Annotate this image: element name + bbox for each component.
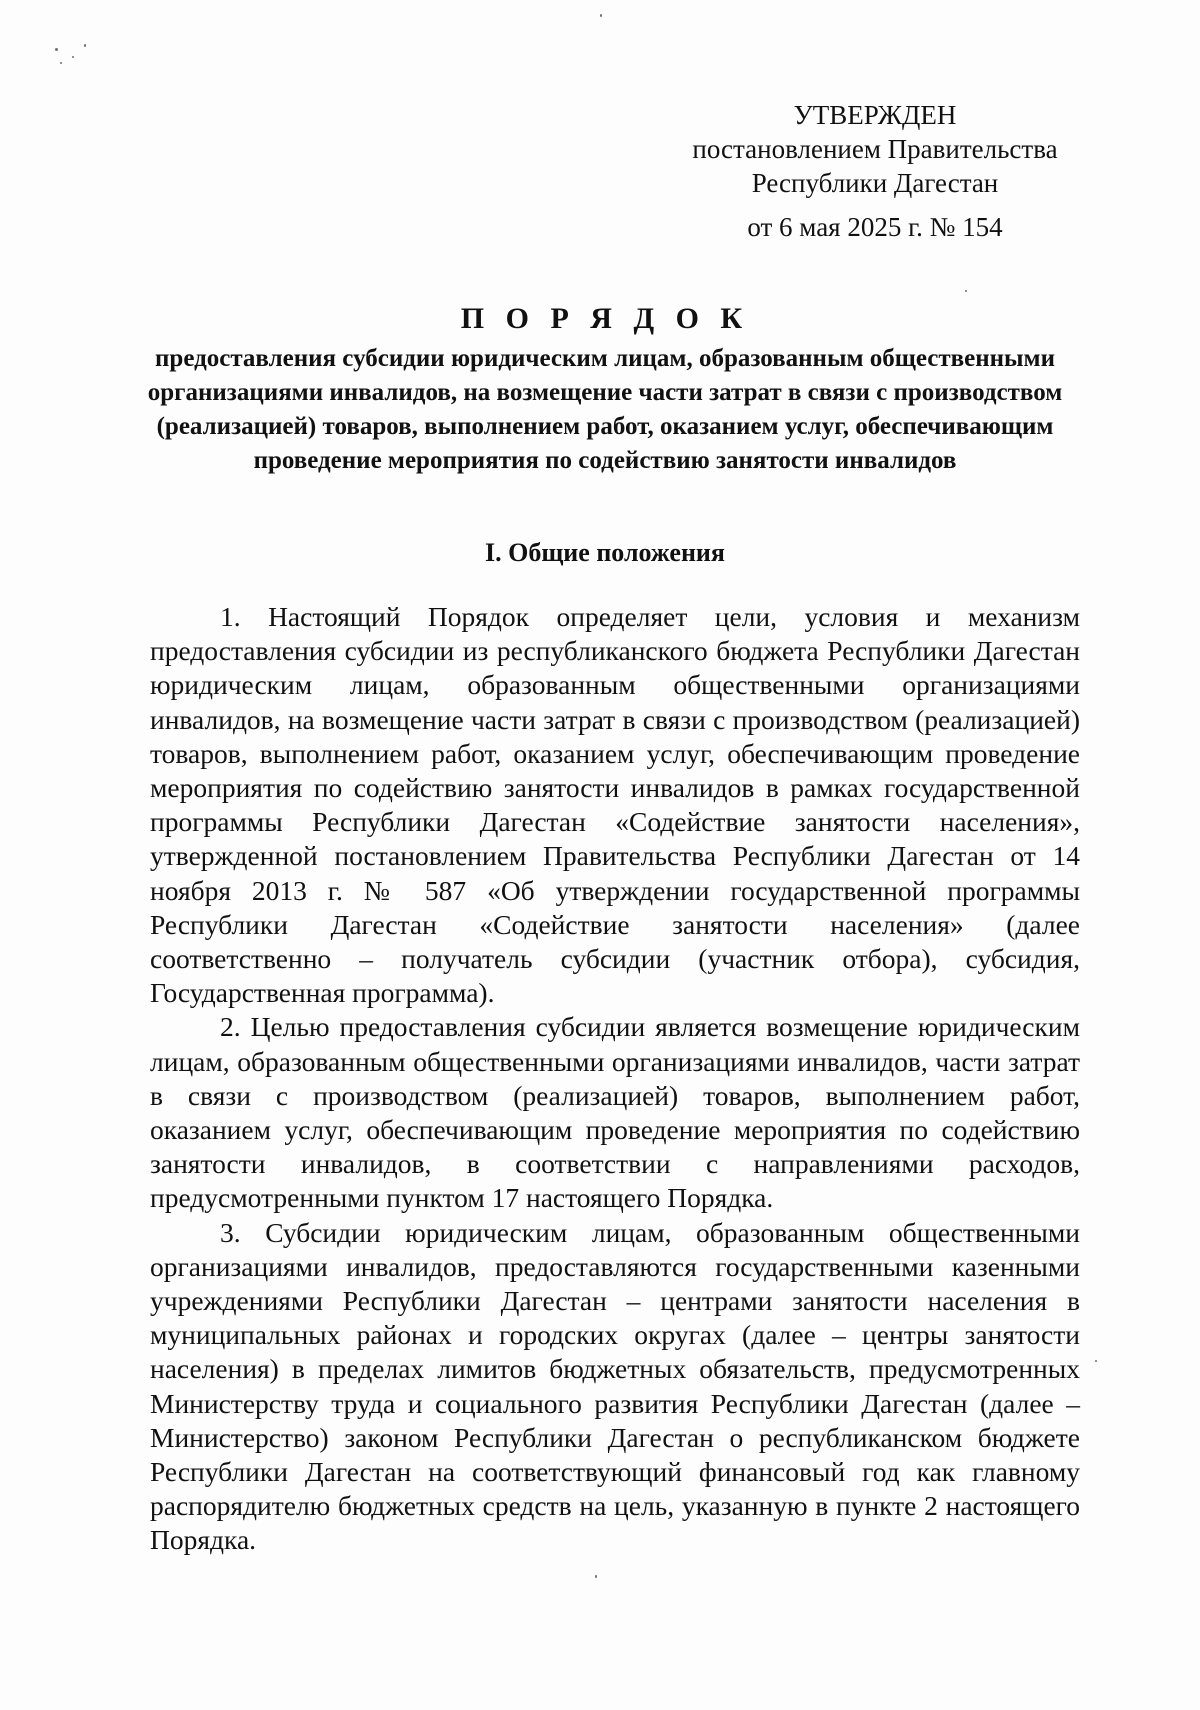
section-heading: I. Общие положения (485, 538, 725, 567)
approval-line-1: постановлением Правительства (692, 134, 1058, 164)
paragraph-2: 2. Целью предоставления субсидии является возмещение юридическим лицам, образованным общественными организациями инвалидов, части затрат в связи с производством (реализацией) товаров, выполнением работ, оказанием услуг, обеспечивающим проведение мероприятия по содействию занятости инвалидов, в соответствии с направлениями расходов, предусмотренными пунктом 17 настоящего Порядка. (150, 1011, 1080, 1214)
approval-date: от 6 мая 2025 г. № 154 (747, 212, 1003, 242)
scan-speck (84, 44, 86, 47)
approval-line-2: Республики Дагестан (751, 168, 999, 198)
paragraph-1: 1. Настоящий Порядок определяет цели, условия и механизм предоставления субсидии из республиканского бюджета Республики Дагестан юридическим лицам, образованным общественными организациями инвалидов, на возмещение части затрат в связи с производством (реализацией) товаров, выполнением работ, оказанием услуг, обеспечивающим проведение мероприятия по содействию занятости инвалидов в рамках государственной программы Республики Дагестан «Содействие занятости населения», утвержденной постановлением Правительства Республики Дагестан от 14 ноября 2013 г. № 587 «Об утверждении государственной программы Республики Дагестан «Содействие занятости населения» (далее соответственно – получатель субсидии (участник отбора), субсидия, Государственная программа). (150, 601, 1080, 1009)
approval-stamp (660, 98, 1090, 244)
scan-speck (965, 290, 967, 292)
section-body (150, 600, 1080, 1558)
scan-speck (595, 1575, 597, 1578)
scan-speck (55, 48, 58, 51)
scan-speck (60, 62, 62, 64)
document-title: П О Р Я Д О К (460, 302, 750, 335)
document-title-block (140, 300, 1070, 478)
scan-speck (600, 14, 602, 17)
approval-status: УТВЕРЖДЕН (793, 100, 957, 130)
scan-speck (72, 56, 74, 58)
document-subtitle: предоставления субсидии юридическим лицам, образованным общественными организациями инвалидов, на возмещение части затрат в связи с производством (реализацией) товаров, выполнением работ, оказанием услуг, обеспечивающим проведение мероприятия по содействию занятости инвалидов (147, 345, 1063, 474)
paragraph-3: 3. Субсидии юридическим лицам, образованным общественными организациями инвалидов, предоставляются государственными казенными учреждениями Республики Дагестан – центрами занятости населения в муниципальных районах и городских округах (далее – центры занятости населения) в пределах лимитов бюджетных обязательств, предусмотренных Министерству труда и социального развития Республики Дагестан (далее – Министерство) законом Республики Дагестан о республиканском бюджете Республики Дагестан на соответствующий финансовый год как главному распорядителю бюджетных средств на цель, указанную в пункте 2 настоящего Порядка. (150, 1216, 1080, 1556)
scan-speck (1095, 1360, 1097, 1362)
